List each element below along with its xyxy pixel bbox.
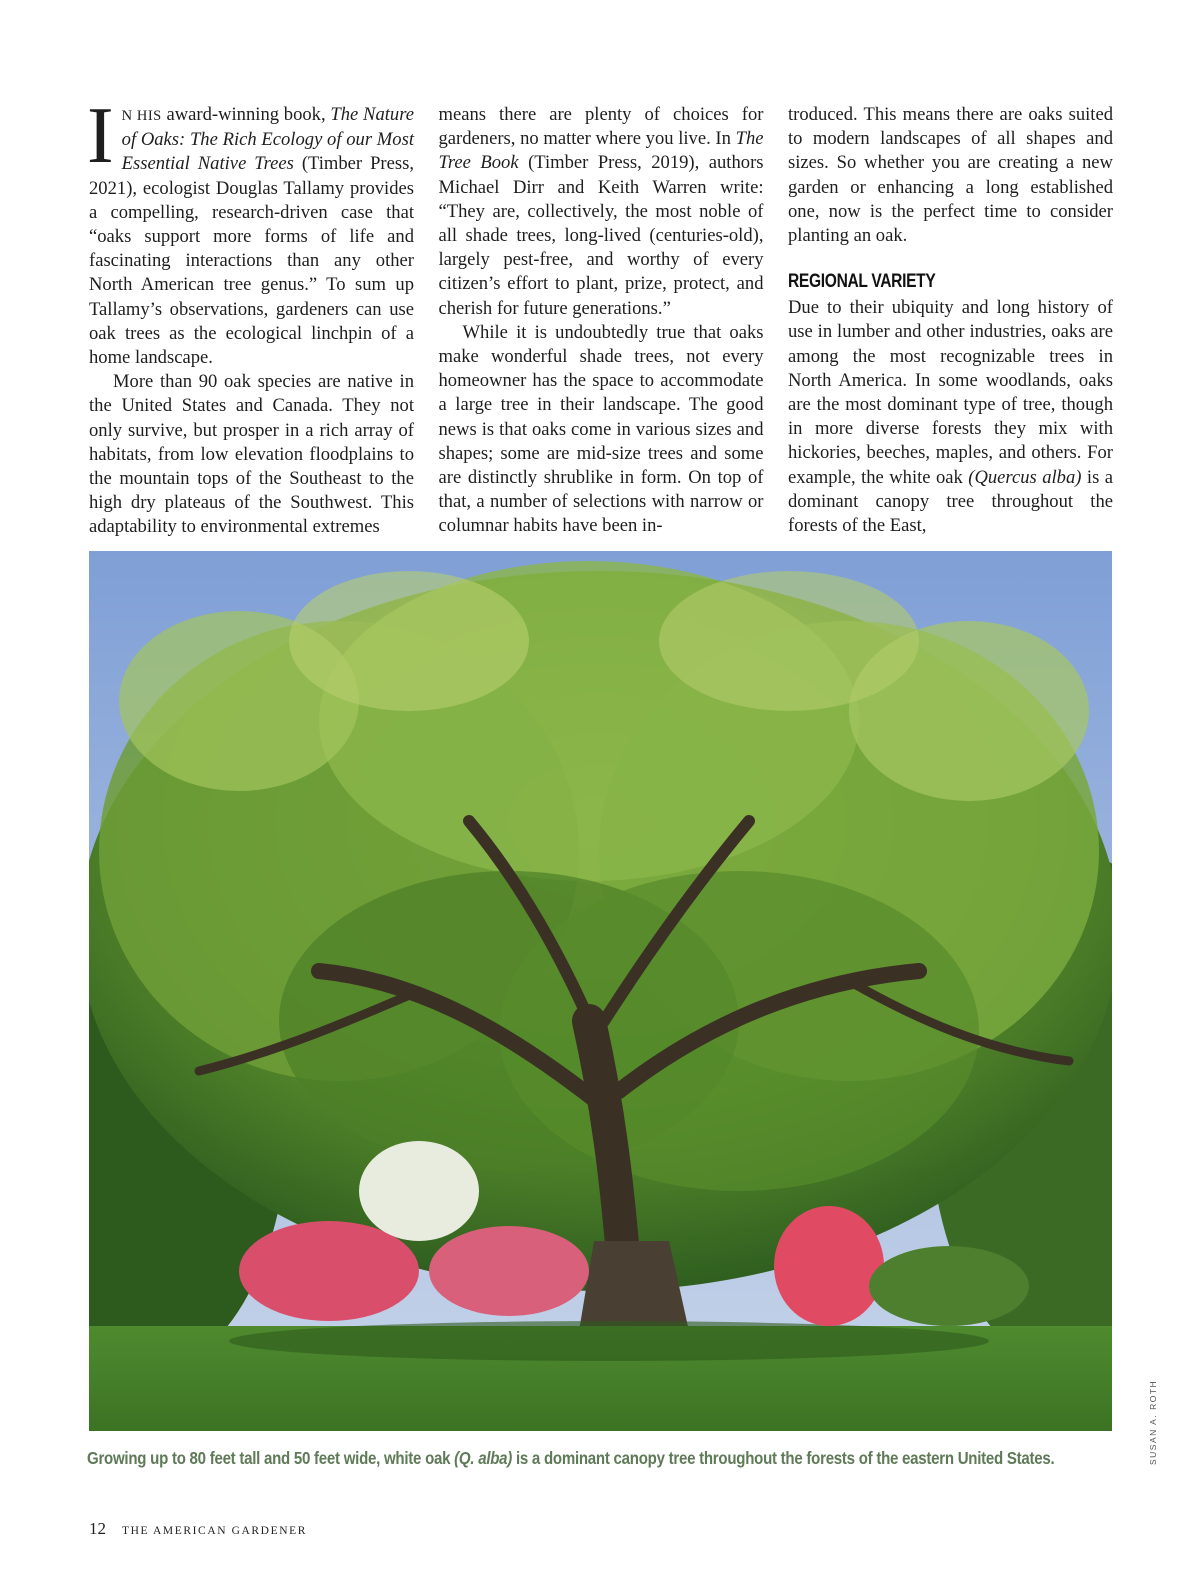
lead-in: N HIS bbox=[121, 108, 162, 124]
page-footer bbox=[89, 1519, 307, 1539]
text-run: Due to their ubiquity and long history of use in lumber and other industries, oaks are among the most recognizable trees in North America. In some woodlands, oaks are the most dominant type of tree, though in more diverse forests they mix with hickories, beeches, maples, and others. For example, the white oak bbox=[788, 297, 1113, 488]
paragraph: More than 90 oak species are native in the United States and Canada. They not only survive, but prosper in a rich array of habitats, from low elevation floodplains to the mountain tops of the Southeast to the high dry plateaus of the Southwest. This adaptability to environmental extremes bbox=[89, 371, 414, 538]
drop-cap: I bbox=[87, 92, 114, 180]
article-body bbox=[87, 92, 1114, 540]
column-1 bbox=[87, 92, 414, 540]
paragraph bbox=[87, 92, 414, 370]
page-number: 12 bbox=[89, 1519, 106, 1538]
photo-credit: SUSAN A. ROTH bbox=[1148, 1379, 1158, 1465]
text-run: means there are plenty of choices for gardeners, no matter where you live. In bbox=[438, 104, 764, 150]
text-run: (Timber Press, 2021), ecologist Douglas Tallamy provides a compelling, research-driven case that “oaks support more forms of life and fascinating interactions than any other North American tree genus.” To sum up Tallamy’s observations, gardeners can use oak trees as the ecological linchpin of a home landscape. bbox=[89, 153, 414, 369]
photo-caption bbox=[87, 1448, 1055, 1469]
caption-text: Growing up to 80 feet tall and 50 feet wide, white oak bbox=[87, 1448, 455, 1468]
text-run: is a dominant canopy tree throughout the forests of the East, bbox=[788, 466, 1114, 537]
paragraph: While it is undoubtedly true that oaks make wonderful shade trees, not every homeowner has the space to accommodate a large tree in their landscape. The good news is that oaks come in various sizes and shapes; some are mid-size trees and some are distinctly shrublike in form. On top of that, a number of selections with narrow or columnar habits have been in- bbox=[438, 321, 764, 537]
section-heading: REGIONAL VARIETY bbox=[788, 271, 936, 293]
book-title: The Tree Book bbox=[438, 128, 764, 174]
caption-species: (Q. alba) bbox=[454, 1448, 513, 1468]
species-name: (Quercus alba) bbox=[968, 466, 1082, 488]
column-3 bbox=[788, 103, 1113, 540]
tree-illustration bbox=[89, 551, 1112, 1431]
paragraph bbox=[788, 296, 1113, 538]
column-2 bbox=[439, 103, 764, 540]
oak-tree-photo bbox=[89, 551, 1112, 1431]
text-run: (Timber Press, 2019), authors Michael Dirr and Keith Warren write: “They are, collectively, the most noble of all shade trees, long-lived (centuries-old), largely pest-free, and worthy of every citizen’s effort to plant, prize, protect, and cherish for future generations.” bbox=[438, 152, 764, 319]
magazine-name: THE AMERICAN GARDENER bbox=[122, 1525, 308, 1537]
book-title: The Nature of Oaks: The Rich Ecology of our Most Essential Native Trees bbox=[121, 104, 414, 175]
paragraph: troduced. This means there are oaks suited to modern landscapes of all shapes and sizes. So whether you are creating a new garden or enhancing a long established one, now is the perfect time to consider planting an oak. bbox=[788, 104, 1113, 247]
text-run: award-winning book, bbox=[161, 104, 331, 125]
paragraph bbox=[439, 103, 764, 321]
caption-text: is a dominant canopy tree throughout the forests of the eastern United States. bbox=[512, 1448, 1055, 1468]
